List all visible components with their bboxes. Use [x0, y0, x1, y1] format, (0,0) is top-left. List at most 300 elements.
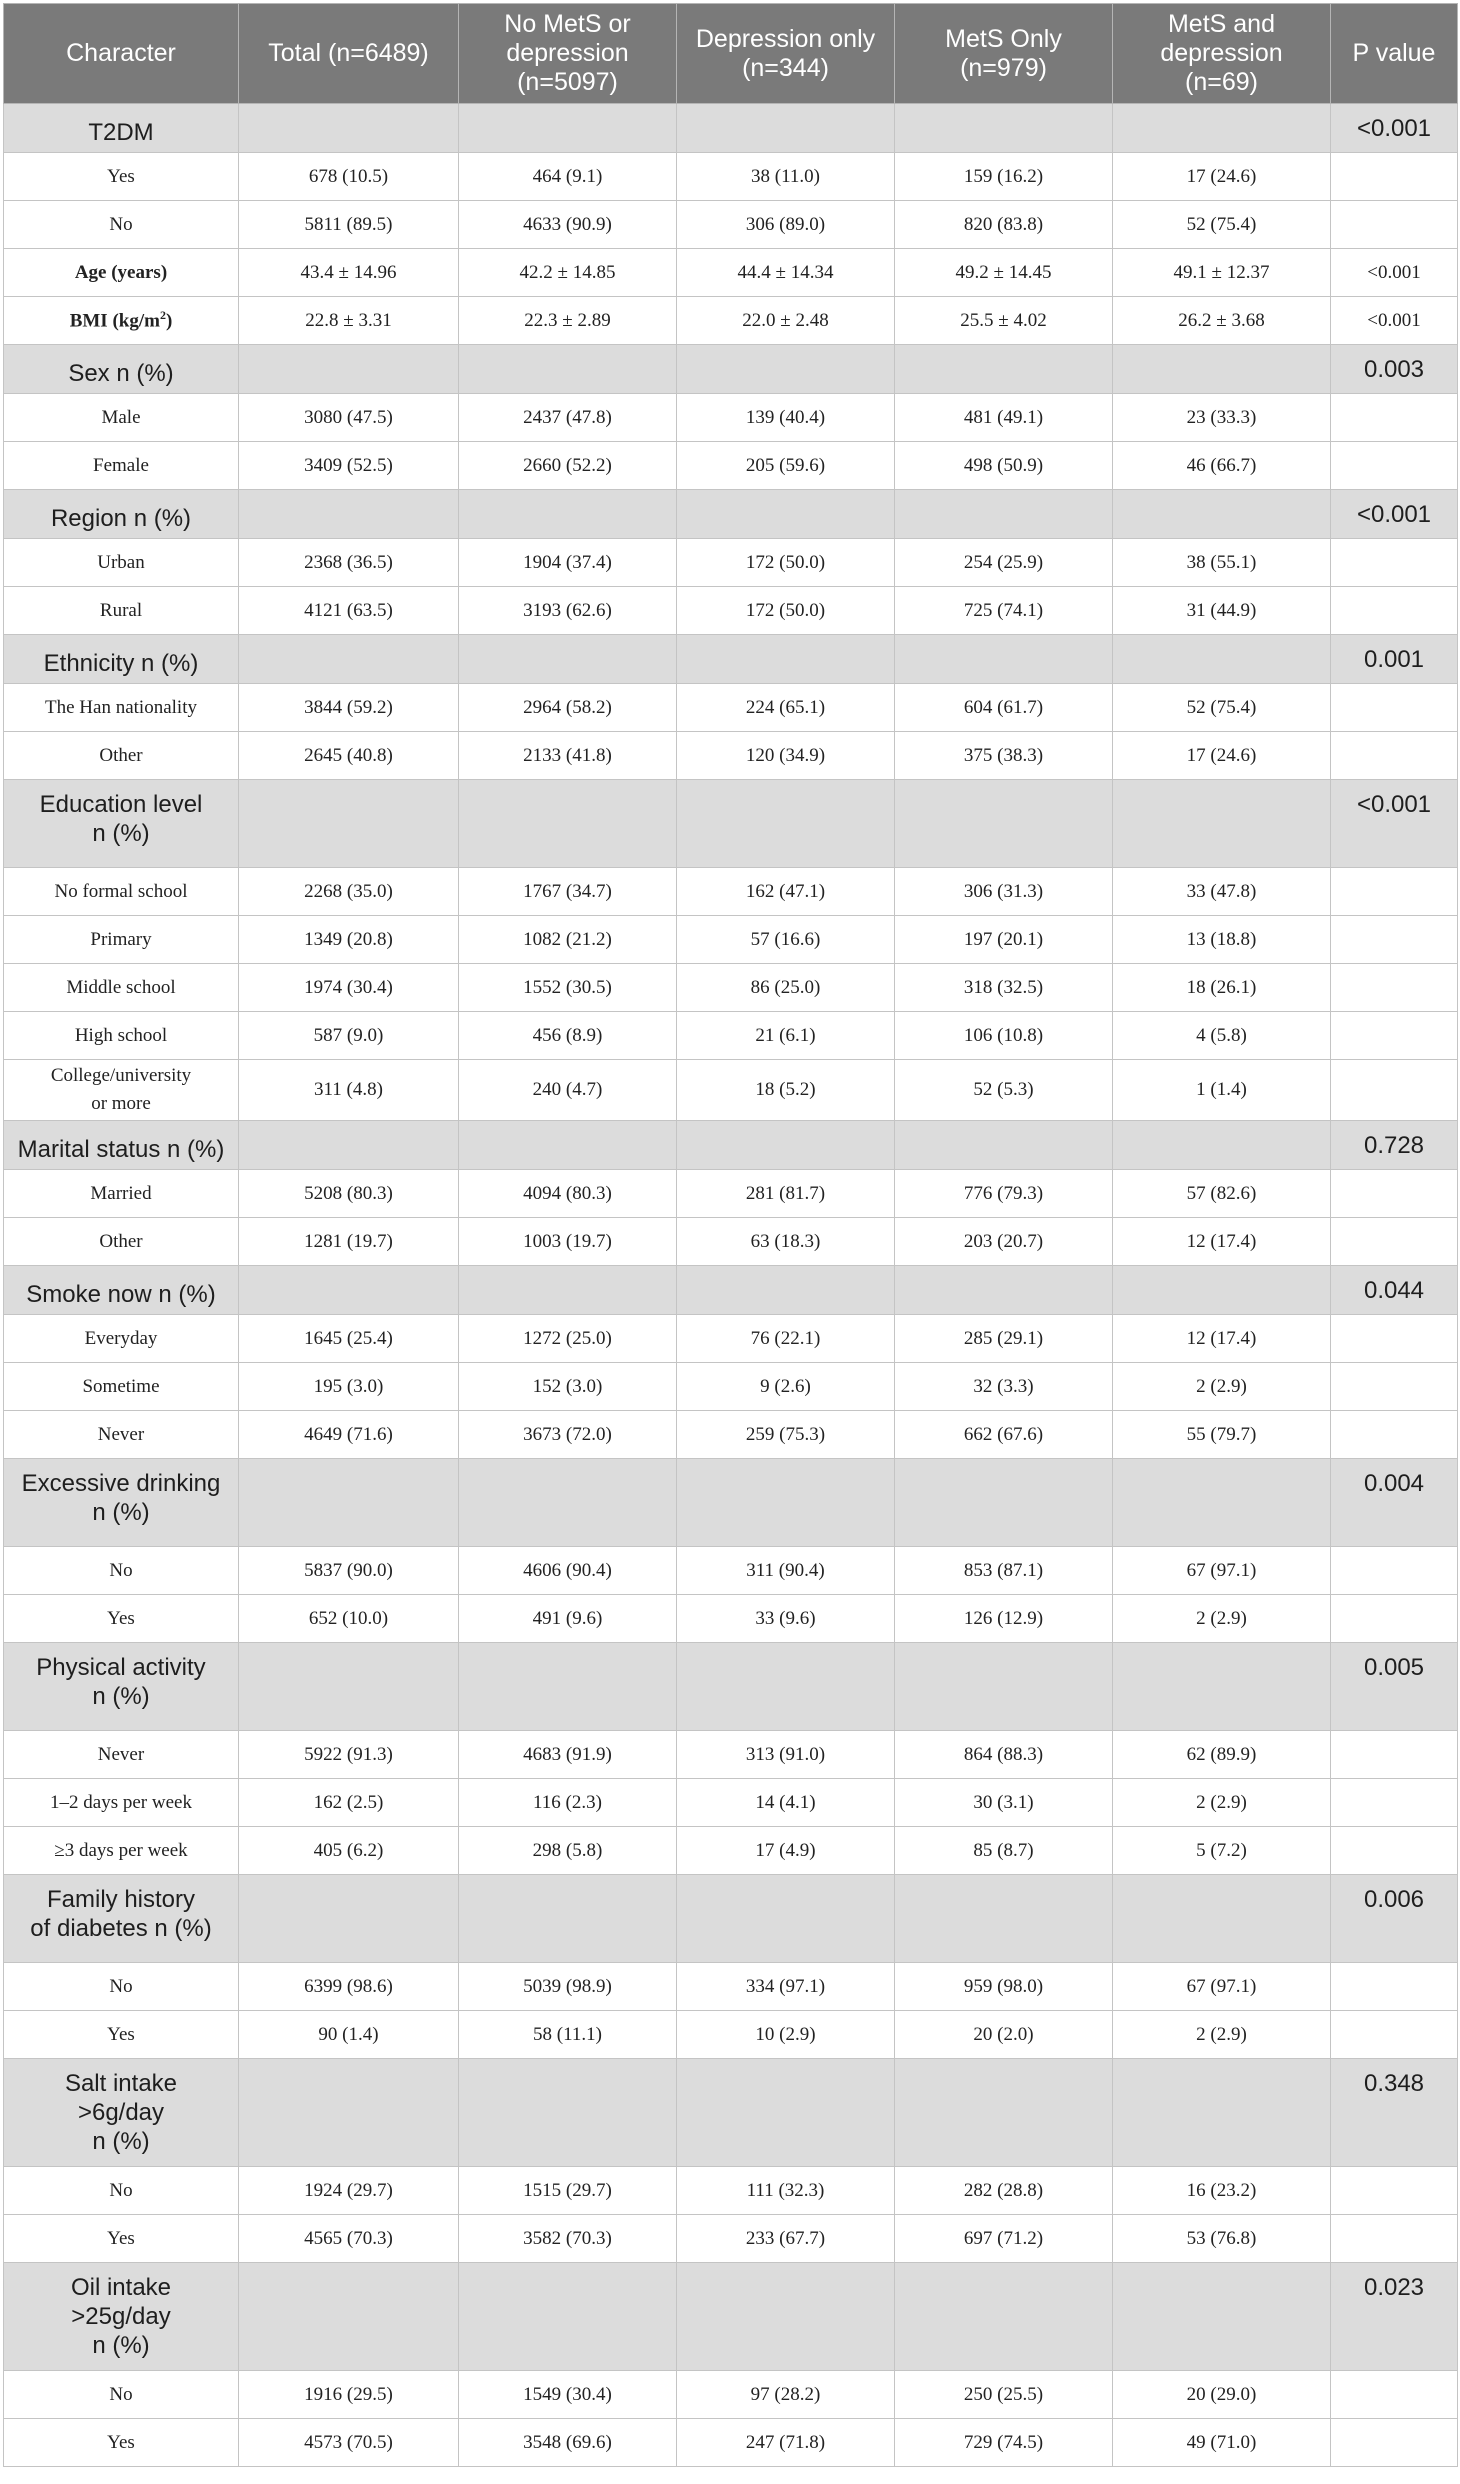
value-cell: 1974 (30.4)	[239, 964, 459, 1012]
p-value-cell	[1331, 964, 1458, 1012]
value-cell	[459, 780, 677, 868]
value-cell: 820 (83.8)	[895, 201, 1113, 249]
row-label	[4, 2215, 239, 2263]
table-row	[4, 201, 1458, 249]
value-cell: 49.1 ± 12.37	[1113, 249, 1331, 297]
value-cell: 3582 (70.3)	[459, 2215, 677, 2263]
value-cell: 42.2 ± 14.85	[459, 249, 677, 297]
value-cell: 1924 (29.7)	[239, 2167, 459, 2215]
value-cell: 63 (18.3)	[677, 1218, 895, 1266]
row-label-text: No formal school	[54, 880, 188, 902]
value-cell: 111 (32.3)	[677, 2167, 895, 2215]
group-row	[4, 2263, 1458, 2371]
value-cell: 4094 (80.3)	[459, 1170, 677, 1218]
table-row	[4, 732, 1458, 780]
value-cell	[459, 1459, 677, 1547]
row-label	[4, 1827, 239, 1875]
value-cell: 2 (2.9)	[1113, 1363, 1331, 1411]
value-cell: 1003 (19.7)	[459, 1218, 677, 1266]
value-cell: 116 (2.3)	[459, 1779, 677, 1827]
p-value-cell: 0.044	[1331, 1266, 1458, 1315]
value-cell: 97 (28.2)	[677, 2371, 895, 2419]
row-label	[4, 964, 239, 1012]
superscript: 2	[159, 308, 166, 323]
value-cell: 2 (2.9)	[1113, 2011, 1331, 2059]
value-cell: 53 (76.8)	[1113, 2215, 1331, 2263]
row-label	[4, 2059, 239, 2167]
p-value-cell	[1331, 1012, 1458, 1060]
value-cell: 456 (8.9)	[459, 1012, 677, 1060]
value-cell: 22.8 ± 3.31	[239, 297, 459, 345]
value-cell: 13 (18.8)	[1113, 916, 1331, 964]
p-value-cell: <0.001	[1331, 104, 1458, 153]
header-total: Total (n=6489)	[239, 4, 459, 104]
table-row	[4, 153, 1458, 201]
p-value-cell	[1331, 1731, 1458, 1779]
table-row	[4, 1731, 1458, 1779]
group-row	[4, 345, 1458, 394]
row-label-text: Sex n (%)	[68, 359, 174, 387]
value-cell	[677, 635, 895, 684]
p-value-cell	[1331, 442, 1458, 490]
row-label	[4, 1963, 239, 2011]
value-cell: 678 (10.5)	[239, 153, 459, 201]
row-label-text: College/university or more	[50, 1065, 192, 1114]
characteristics-table	[3, 3, 1458, 2467]
row-label-text: No	[109, 2179, 133, 2201]
value-cell: 76 (22.1)	[677, 1315, 895, 1363]
value-cell: 49 (71.0)	[1113, 2419, 1331, 2467]
row-label-text: BMI (kg/m	[69, 310, 160, 332]
value-cell	[239, 1266, 459, 1315]
value-cell	[677, 490, 895, 539]
table-row	[4, 684, 1458, 732]
value-cell: 2437 (47.8)	[459, 394, 677, 442]
value-cell: 32 (3.3)	[895, 1363, 1113, 1411]
table-row	[4, 1595, 1458, 1643]
table-row	[4, 916, 1458, 964]
row-label-text: Yes	[107, 165, 135, 187]
row-label	[4, 2011, 239, 2059]
group-row	[4, 490, 1458, 539]
value-cell: 853 (87.1)	[895, 1547, 1113, 1595]
p-value-cell	[1331, 2167, 1458, 2215]
value-cell: 38 (11.0)	[677, 153, 895, 201]
row-label	[4, 345, 239, 394]
row-label	[4, 684, 239, 732]
row-label-text: No	[109, 2383, 133, 2405]
value-cell: 4633 (90.9)	[459, 201, 677, 249]
p-value-cell: <0.001	[1331, 780, 1458, 868]
value-cell: 31 (44.9)	[1113, 587, 1331, 635]
table-body	[4, 104, 1458, 2467]
value-cell: 250 (25.5)	[895, 2371, 1113, 2419]
value-cell	[239, 345, 459, 394]
row-label-text: Physical activity n (%)	[36, 1654, 206, 1710]
header-depression-only: Depression only (n=344)	[677, 4, 895, 104]
row-label	[4, 1731, 239, 1779]
table-row	[4, 1963, 1458, 2011]
row-label-text: Middle school	[66, 976, 176, 998]
value-cell: 313 (91.0)	[677, 1731, 895, 1779]
table-row	[4, 1827, 1458, 1875]
value-cell: 22.0 ± 2.48	[677, 297, 895, 345]
value-cell: 4121 (63.5)	[239, 587, 459, 635]
value-cell: 334 (97.1)	[677, 1963, 895, 2011]
value-cell: 22.3 ± 2.89	[459, 297, 677, 345]
row-label	[4, 153, 239, 201]
p-value-cell	[1331, 1315, 1458, 1363]
row-label-text: The Han nationality	[45, 696, 197, 718]
value-cell: 311 (90.4)	[677, 1547, 895, 1595]
row-label	[4, 1121, 239, 1170]
row-label-text: 1–2 days per week	[50, 1791, 192, 1813]
value-cell	[459, 104, 677, 153]
value-cell	[677, 1643, 895, 1731]
value-cell	[895, 2059, 1113, 2167]
value-cell	[459, 1643, 677, 1731]
value-cell: 159 (16.2)	[895, 153, 1113, 201]
row-label-text: Education level n (%)	[39, 791, 203, 847]
row-label	[4, 780, 239, 868]
p-value-cell: <0.001	[1331, 249, 1458, 297]
value-cell: 14 (4.1)	[677, 1779, 895, 1827]
row-label	[4, 1218, 239, 1266]
row-label-text: Excessive drinking n (%)	[21, 1470, 221, 1526]
value-cell: 259 (75.3)	[677, 1411, 895, 1459]
value-cell: 162 (47.1)	[677, 868, 895, 916]
row-label	[4, 2167, 239, 2215]
p-value-cell: 0.005	[1331, 1643, 1458, 1731]
group-row	[4, 1875, 1458, 1963]
value-cell: 662 (67.6)	[895, 1411, 1113, 1459]
value-cell: 5 (7.2)	[1113, 1827, 1331, 1875]
table-row	[4, 2371, 1458, 2419]
value-cell	[1113, 1643, 1331, 1731]
value-cell: 2368 (36.5)	[239, 539, 459, 587]
value-cell: 5837 (90.0)	[239, 1547, 459, 1595]
value-cell: 247 (71.8)	[677, 2419, 895, 2467]
row-label-text: Region n (%)	[50, 504, 192, 532]
header-row	[4, 4, 1458, 104]
p-value-cell	[1331, 2419, 1458, 2467]
row-label-text: T2DM	[88, 118, 154, 146]
value-cell: 1 (1.4)	[1113, 1060, 1331, 1121]
value-cell	[459, 490, 677, 539]
row-label	[4, 1411, 239, 1459]
value-cell: 67 (97.1)	[1113, 1547, 1331, 1595]
value-cell: 17 (24.6)	[1113, 732, 1331, 780]
row-label	[4, 1459, 239, 1547]
row-label	[4, 1266, 239, 1315]
value-cell: 4606 (90.4)	[459, 1547, 677, 1595]
p-value-cell: 0.023	[1331, 2263, 1458, 2371]
value-cell	[1113, 2263, 1331, 2371]
p-value-cell	[1331, 1363, 1458, 1411]
row-label	[4, 1315, 239, 1363]
value-cell	[677, 104, 895, 153]
row-label-text: Oil intake >25g/day n (%)	[70, 2274, 172, 2359]
value-cell: 776 (79.3)	[895, 1170, 1113, 1218]
value-cell: 43.4 ± 14.96	[239, 249, 459, 297]
table-row	[4, 394, 1458, 442]
value-cell	[1113, 1121, 1331, 1170]
value-cell: 1916 (29.5)	[239, 2371, 459, 2419]
value-cell: 652 (10.0)	[239, 1595, 459, 1643]
p-value-cell	[1331, 1827, 1458, 1875]
row-label-text: Everyday	[84, 1327, 158, 1349]
value-cell: 30 (3.1)	[895, 1779, 1113, 1827]
value-cell: 1515 (29.7)	[459, 2167, 677, 2215]
value-cell	[1113, 1266, 1331, 1315]
value-cell: 2660 (52.2)	[459, 442, 677, 490]
value-cell: 126 (12.9)	[895, 1595, 1113, 1643]
value-cell: 4573 (70.5)	[239, 2419, 459, 2467]
value-cell	[1113, 104, 1331, 153]
p-value-cell	[1331, 1411, 1458, 1459]
table-row	[4, 249, 1458, 297]
value-cell: 195 (3.0)	[239, 1363, 459, 1411]
row-label-text: Yes	[107, 2227, 135, 2249]
value-cell: 6399 (98.6)	[239, 1963, 459, 2011]
row-label-text: Sometime	[82, 1375, 160, 1397]
value-cell: 2 (2.9)	[1113, 1779, 1331, 1827]
value-cell: 205 (59.6)	[677, 442, 895, 490]
p-value-cell: 0.006	[1331, 1875, 1458, 1963]
value-cell: 298 (5.8)	[459, 1827, 677, 1875]
value-cell: 197 (20.1)	[895, 916, 1113, 964]
table-row	[4, 2011, 1458, 2059]
value-cell: 240 (4.7)	[459, 1060, 677, 1121]
header-mets-only: MetS Only (n=979)	[895, 4, 1113, 104]
row-label	[4, 916, 239, 964]
value-cell: 697 (71.2)	[895, 2215, 1113, 2263]
row-label-text: Smoke now n (%)	[26, 1280, 216, 1308]
value-cell: 62 (89.9)	[1113, 1731, 1331, 1779]
row-label	[4, 539, 239, 587]
value-cell: 17 (24.6)	[1113, 153, 1331, 201]
value-cell: 1549 (30.4)	[459, 2371, 677, 2419]
value-cell: 254 (25.9)	[895, 539, 1113, 587]
row-label-text: Rural	[99, 599, 143, 621]
table-row	[4, 2215, 1458, 2263]
value-cell: 52 (75.4)	[1113, 684, 1331, 732]
p-value-cell	[1331, 1060, 1458, 1121]
table-row	[4, 2419, 1458, 2467]
value-cell: 1349 (20.8)	[239, 916, 459, 964]
value-cell: 464 (9.1)	[459, 153, 677, 201]
value-cell: 1767 (34.7)	[459, 868, 677, 916]
value-cell	[239, 1643, 459, 1731]
row-label	[4, 394, 239, 442]
group-row	[4, 1643, 1458, 1731]
table-row	[4, 1315, 1458, 1363]
value-cell: 3673 (72.0)	[459, 1411, 677, 1459]
value-cell: 20 (2.0)	[895, 2011, 1113, 2059]
value-cell: 9 (2.6)	[677, 1363, 895, 1411]
value-cell: 172 (50.0)	[677, 587, 895, 635]
value-cell: 306 (31.3)	[895, 868, 1113, 916]
value-cell: 57 (82.6)	[1113, 1170, 1331, 1218]
row-label	[4, 2419, 239, 2467]
group-row	[4, 1121, 1458, 1170]
value-cell: 46 (66.7)	[1113, 442, 1331, 490]
value-cell	[677, 780, 895, 868]
p-value-cell	[1331, 868, 1458, 916]
row-label	[4, 1170, 239, 1218]
value-cell: 55 (79.7)	[1113, 1411, 1331, 1459]
p-value-cell	[1331, 1170, 1458, 1218]
value-cell: 20 (29.0)	[1113, 2371, 1331, 2419]
value-cell: 16 (23.2)	[1113, 2167, 1331, 2215]
row-label-text: No	[109, 1559, 133, 1581]
value-cell	[895, 1266, 1113, 1315]
value-cell: 481 (49.1)	[895, 394, 1113, 442]
table-row	[4, 442, 1458, 490]
group-row	[4, 2059, 1458, 2167]
value-cell: 5922 (91.3)	[239, 1731, 459, 1779]
value-cell: 3548 (69.6)	[459, 2419, 677, 2467]
value-cell	[677, 1875, 895, 1963]
value-cell	[1113, 345, 1331, 394]
row-label-text: Yes	[107, 2431, 135, 2453]
value-cell: 405 (6.2)	[239, 1827, 459, 1875]
value-cell: 203 (20.7)	[895, 1218, 1113, 1266]
row-label	[4, 201, 239, 249]
value-cell	[677, 1121, 895, 1170]
value-cell	[459, 2059, 677, 2167]
value-cell: 4 (5.8)	[1113, 1012, 1331, 1060]
p-value-cell	[1331, 394, 1458, 442]
p-value-cell	[1331, 732, 1458, 780]
value-cell: 3409 (52.5)	[239, 442, 459, 490]
value-cell: 375 (38.3)	[895, 732, 1113, 780]
p-value-cell	[1331, 2371, 1458, 2419]
value-cell: 172 (50.0)	[677, 539, 895, 587]
row-label	[4, 1643, 239, 1731]
value-cell: 139 (40.4)	[677, 394, 895, 442]
header-no-mets-or-depression: No MetS or depression (n=5097)	[459, 4, 677, 104]
value-cell	[895, 780, 1113, 868]
row-label	[4, 635, 239, 684]
value-cell	[895, 1121, 1113, 1170]
value-cell: 725 (74.1)	[895, 587, 1113, 635]
value-cell: 33 (47.8)	[1113, 868, 1331, 916]
table-row	[4, 1170, 1458, 1218]
table-row	[4, 1363, 1458, 1411]
row-label	[4, 104, 239, 153]
value-cell	[677, 1459, 895, 1547]
value-cell	[459, 1121, 677, 1170]
row-label-text: Urban	[97, 551, 145, 573]
p-value-cell	[1331, 201, 1458, 249]
row-label-text: Yes	[107, 1607, 135, 1629]
value-cell: 2964 (58.2)	[459, 684, 677, 732]
table-row	[4, 297, 1458, 345]
row-label	[4, 249, 239, 297]
value-cell	[239, 2263, 459, 2371]
value-cell: 67 (97.1)	[1113, 1963, 1331, 2011]
p-value-cell: 0.001	[1331, 635, 1458, 684]
value-cell: 18 (5.2)	[677, 1060, 895, 1121]
value-cell: 3844 (59.2)	[239, 684, 459, 732]
row-label	[4, 2371, 239, 2419]
table-row	[4, 1218, 1458, 1266]
value-cell	[459, 2263, 677, 2371]
value-cell	[1113, 635, 1331, 684]
p-value-cell	[1331, 2011, 1458, 2059]
value-cell	[895, 635, 1113, 684]
row-label-text: Never	[97, 1743, 145, 1765]
value-cell: 3080 (47.5)	[239, 394, 459, 442]
group-row	[4, 104, 1458, 153]
value-cell	[677, 2059, 895, 2167]
p-value-cell	[1331, 916, 1458, 964]
table-row	[4, 539, 1458, 587]
row-label	[4, 1779, 239, 1827]
value-cell: 5208 (80.3)	[239, 1170, 459, 1218]
p-value-cell: 0.728	[1331, 1121, 1458, 1170]
value-cell: 25.5 ± 4.02	[895, 297, 1113, 345]
value-cell: 5039 (98.9)	[459, 1963, 677, 2011]
value-cell	[239, 635, 459, 684]
row-label	[4, 1060, 239, 1121]
value-cell: 85 (8.7)	[895, 1827, 1113, 1875]
table-row	[4, 1060, 1458, 1121]
value-cell	[1113, 2059, 1331, 2167]
row-label-text: Yes	[107, 2023, 135, 2045]
value-cell	[895, 1459, 1113, 1547]
row-label	[4, 587, 239, 635]
value-cell: 10 (2.9)	[677, 2011, 895, 2059]
value-cell: 306 (89.0)	[677, 201, 895, 249]
value-cell: 1281 (19.7)	[239, 1218, 459, 1266]
row-label	[4, 442, 239, 490]
value-cell	[895, 104, 1113, 153]
value-cell: 1552 (30.5)	[459, 964, 677, 1012]
p-value-cell	[1331, 1547, 1458, 1595]
group-row	[4, 635, 1458, 684]
row-label-text: High school	[74, 1024, 168, 1046]
value-cell: 33 (9.6)	[677, 1595, 895, 1643]
value-cell: 5811 (89.5)	[239, 201, 459, 249]
value-cell: 44.4 ± 14.34	[677, 249, 895, 297]
value-cell	[895, 1643, 1113, 1731]
value-cell: 311 (4.8)	[239, 1060, 459, 1121]
value-cell	[459, 1875, 677, 1963]
value-cell: 162 (2.5)	[239, 1779, 459, 1827]
value-cell: 2 (2.9)	[1113, 1595, 1331, 1643]
value-cell	[239, 780, 459, 868]
value-cell: 224 (65.1)	[677, 684, 895, 732]
p-value-cell: 0.004	[1331, 1459, 1458, 1547]
value-cell: 106 (10.8)	[895, 1012, 1113, 1060]
row-label-text: Never	[97, 1423, 145, 1445]
value-cell	[895, 1875, 1113, 1963]
value-cell	[895, 345, 1113, 394]
value-cell: 318 (32.5)	[895, 964, 1113, 1012]
row-label-text: Marital status n (%)	[17, 1135, 225, 1163]
value-cell: 498 (50.9)	[895, 442, 1113, 490]
table-row	[4, 868, 1458, 916]
row-label-text: Male	[101, 406, 141, 428]
value-cell: 1904 (37.4)	[459, 539, 677, 587]
row-label	[4, 1595, 239, 1643]
p-value-cell: 0.348	[1331, 2059, 1458, 2167]
header-character: Character	[4, 4, 239, 104]
value-cell	[895, 490, 1113, 539]
value-cell	[1113, 780, 1331, 868]
